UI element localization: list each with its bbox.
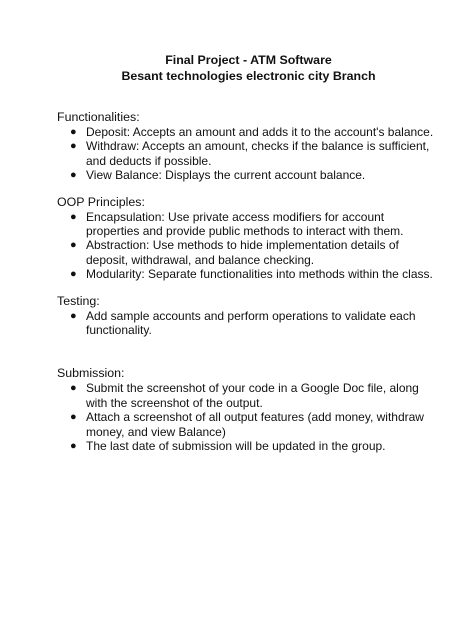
bullet-icon: ● [70,239,77,252]
title-line-1: Final Project - ATM Software [165,53,332,67]
list-item-text: Add sample accounts and perform operations to validate each functionality. [86,308,416,338]
list-item-text: Withdraw: Accepts an amount, checks if the balance is sufficient, and deducts if possible. [86,139,430,168]
list-submission [57,381,434,453]
list-item-text: Submit the screenshot of your code in a Google Doc file, along with the screenshot of the output. [86,381,419,410]
heading-oop-principles: OOP Principles: [57,194,145,209]
heading-submission: Submission: [57,366,125,381]
list-item [57,139,434,168]
heading-testing: Testing: [57,293,100,308]
list-item [57,410,434,439]
list-testing [57,309,434,338]
list-item-text: Attach a screenshot of all output features (add money, withdraw money, and view Balance) [86,410,424,439]
list-item [57,168,434,182]
list-item-text: Abstraction: Use methods to hide implementation details of deposit, withdrawal, and balance checking. [86,238,399,267]
list-item-text: Modularity: Separate functionalities into methods within the class. [86,267,433,282]
list-item [57,238,434,267]
list-item [57,381,434,410]
list-item-text: View Balance: Displays the current account balance. [86,168,366,183]
list-item [57,210,434,239]
bullet-icon: ● [70,126,77,138]
bullet-icon: ● [70,140,77,153]
list-item [57,125,434,139]
title-line-2: Besant technologies electronic city Branch [121,69,376,83]
bullet-icon: ● [70,210,77,223]
list-item [57,267,434,281]
bullet-icon: ● [70,169,77,182]
bullet-icon: ● [70,411,77,424]
list-oop-principles [57,210,434,282]
list-item-text: Deposit: Accepts an amount and adds it to the account's balance. [86,125,434,139]
bullet-icon: ● [70,382,77,395]
heading-functionalities: Functionalities: [57,110,140,124]
list-item [57,309,434,338]
list-item [57,439,434,453]
document-title [57,52,440,84]
bullet-icon: ● [70,309,77,322]
bullet-icon: ● [70,268,77,281]
list-item-text: Encapsulation: Use private access modifiers for account properties and provide public methods to interact with them. [86,209,404,239]
list-functionalities [57,125,434,183]
list-item-text: The last date of submission will be updated in the group. [86,439,386,454]
bullet-icon: ● [70,440,77,453]
